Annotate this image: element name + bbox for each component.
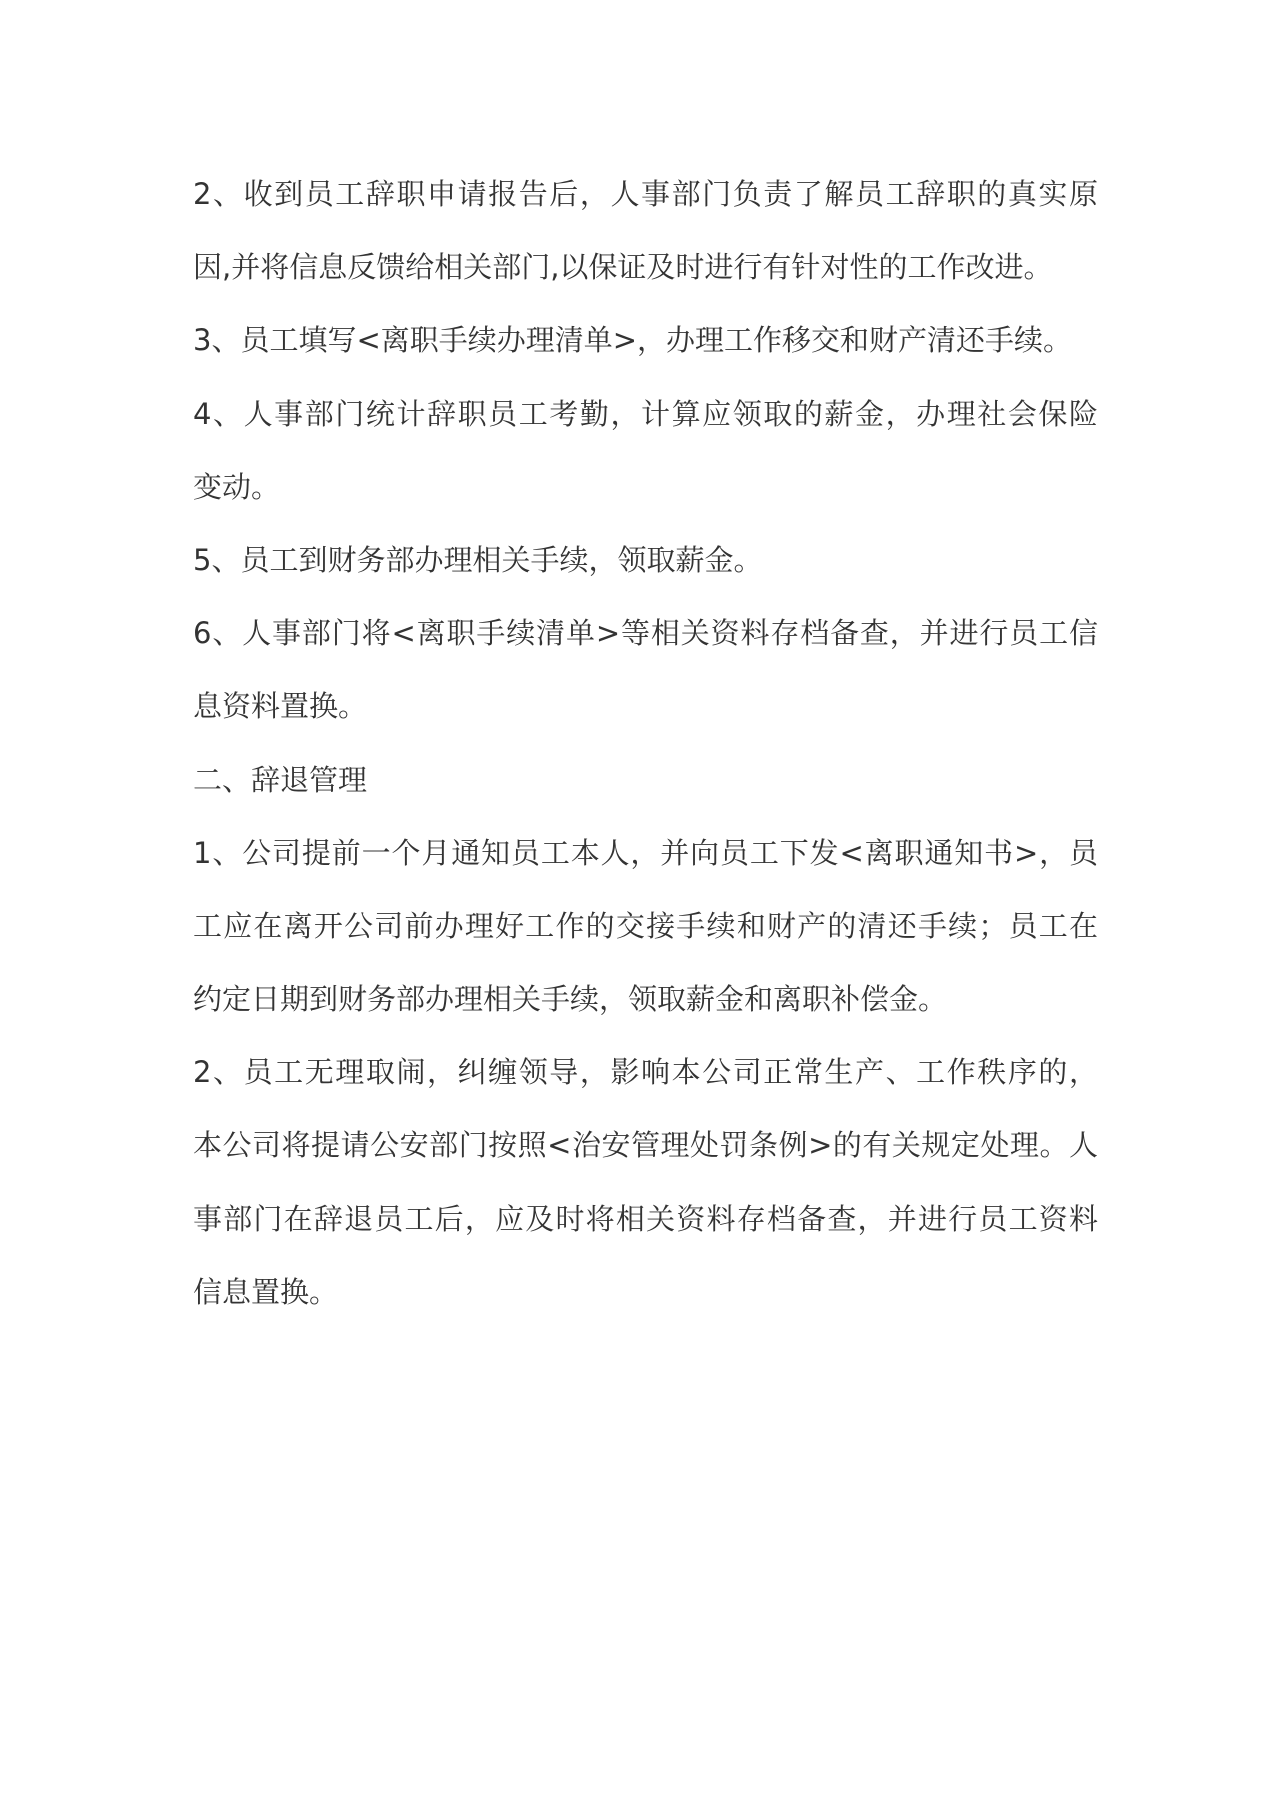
paragraph-item-3 — [193, 304, 1098, 377]
text-line: 5、员工到财务部办理相关手续，领取薪金。 — [193, 542, 763, 577]
text-line: 息资料置换。 — [193, 689, 368, 724]
text-line: 工应在离开公司前办理好工作的交接手续和财产的清还手续；员工在 — [193, 908, 1098, 943]
text-line: 因,并将信息反馈给相关部门,以保证及时进行有针对性的工作改进。 — [193, 250, 1053, 285]
document-body — [193, 158, 1098, 1329]
text-line: 2、员工无理取闹，纠缠领导，影响本公司正常生产、工作秩序的， — [193, 1055, 1098, 1090]
text-line: 2、收到员工辞职申请报告后，人事部门负责了解员工辞职的真实原 — [193, 177, 1098, 211]
text-line: 4、人事部门统计辞职员工考勤，计算应领取的薪金，办理社会保险 — [193, 396, 1098, 431]
text-line: 变动。 — [193, 469, 281, 504]
text-line: 1、公司提前一个月通知员工本人，并向员工下发<离职通知书>，员 — [193, 835, 1098, 870]
text-line: 信息置换。 — [193, 1274, 339, 1309]
paragraph-item-4 — [193, 378, 1098, 524]
text-line: 约定日期到财务部办理相关手续，领取薪金和离职补偿金。 — [193, 982, 948, 1017]
section-heading: 二、辞退管理 — [193, 762, 368, 797]
paragraph-item-2 — [193, 158, 1098, 304]
section-heading-dismissal — [193, 744, 1098, 817]
paragraph-dismissal-1 — [193, 817, 1098, 1037]
text-line: 本公司将提请公安部门按照<治安管理处罚条例>的有关规定处理。人 — [193, 1128, 1098, 1163]
text-line: 3、员工填写<离职手续办理清单>，办理工作移交和财产清还手续。 — [193, 323, 1073, 358]
paragraph-dismissal-2 — [193, 1036, 1098, 1329]
text-line: 6、人事部门将<离职手续清单>等相关资料存档备查，并进行员工信 — [193, 616, 1098, 651]
text-line: 事部门在辞退员工后，应及时将相关资料存档备查，并进行员工资料 — [193, 1201, 1098, 1236]
paragraph-item-5 — [193, 524, 1098, 597]
paragraph-item-6 — [193, 597, 1098, 743]
